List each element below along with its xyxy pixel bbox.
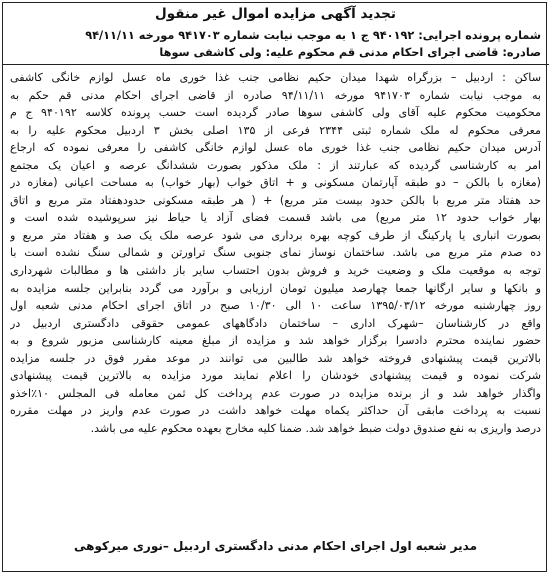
- notice-meta: [10, 27, 541, 61]
- body-line: آدرس میدان حکیم نظامی جنب غذا خوری ماه عسل لوازم خانگی کاشفی را معرفی نموده که ارجاع: [10, 141, 541, 155]
- body-line: بالاترین قیمت پیشنهادی فروخته خواهد شد طالبین می توانند در موعد مقرر فوق در جلسه مزایده: [10, 351, 541, 365]
- body-line: نسبت به پرداخت مابقی آن حداکثر یکماه مهلت خواهد داشت در صورت عدم واریز در مهلت مقرره: [10, 404, 541, 418]
- body-line: معرفی محکوم له ملک شماره ثبتی ۲۳۴۴ فرعی از ۱۳۵ اصلی بخش ۳ اردبیل محکوم علیه را به: [10, 123, 541, 137]
- body-line: واگذار خواهد شد و از برنده مزایده در صورت عدم پرداخت کل ثمن معامله فی المجلس ۱۰٪اخذو: [10, 386, 541, 400]
- header-divider: [2, 64, 549, 65]
- issuer-line: صادره: قاضی اجرای احکام مدنی قم محکوم علیه: ولی کاشفی سوها: [159, 46, 541, 59]
- body-line: به موجب نیابت شماره ۹۴۱۷۰۳ مورخه ۹۴/۱۱/۱۱ صادره از قاضی اجرای احکام مدنی قم حکم به: [10, 88, 541, 102]
- body-line: حضور نماینده محترم دادسرا برگزار خواهد شد و مزایده از مبلغ معینه کارشناسی مزبور شروع و به: [10, 334, 541, 348]
- signature-line: مدیر شعبه اول اجرای احکام مدنی دادگستری اردبیل –نوری میرکوهی: [73, 539, 478, 553]
- body-line: محکومیت محکوم علیه آقای ولی کاشفی سوها صادر گردیده است حسب پرونده کلاسه ۹۴۰۱۹۲ ج م: [10, 106, 541, 120]
- body-line: امر به کارشناسی گردیده که عبارتند از : ملک مذکور بصورت ششدانگ عرصه و اعیان یک مجتمع: [10, 158, 541, 172]
- notice-body: [10, 69, 541, 437]
- body-line: واقع در کارشناسان –شهرک اداری – ساختمان دادگاههای عمومی حقوقی دادگستری اردبیل در: [10, 316, 541, 330]
- body-line: بصورت انباری یا پارکینگ از طرف کوچه بهره برداری می شود عرصه ملک یک صد و هفتاد متر مربع و: [10, 228, 541, 242]
- body-line: (مغازه با بالکن – دو طبقه آپارتمان مسکونی و + اتاق خواب (بهار خواب) به مساحت اعیانی (مغازه در: [10, 176, 541, 190]
- body-line: و بانکها و سایر ارگانها جمعا چهارصد میلیون تومان ارزیابی و برآورد می گردد بنابراین جلسه مزایده به: [10, 281, 541, 295]
- body-line: توجه به موقعیت ملک و وضعیت خرید و فروش بدون احتساب سایر باز داشتی ها و مطالبات شهرداری: [10, 264, 541, 278]
- body-line: شرکت نموده و قیمت پیشنهادی خودشان را اعلام نمایند مورد مزایده به بالاترین قیمت پیشنهادی: [10, 369, 541, 383]
- body-line: درصد واریزی به نفع صندوق دولت ضبط خواهد شد. ضمنا کلیه مخارج بعهده محکوم علیه می باشد.: [90, 421, 541, 435]
- body-line: روز چهارشنبه مورخه ۱۳۹۵/۰۳/۱۲ ساعت ۱۰ الی ۱۰/۳۰ صبح در اتاق اجرای احکام مدنی شعبه اول: [10, 299, 541, 313]
- notice-title: تجدید آگهی مزایده اموال غیر منقول: [155, 6, 396, 22]
- body-line: ده صدم متر مربع می باشد. ساختمان نوساز نمای جنوبی سنگ تراورتن و شمالی سنگ نشده است با: [10, 246, 541, 260]
- notice-document: [10, 4, 541, 437]
- case-number-line: شماره پرونده اجرایی: ۹۴۰۱۹۲ ج ۱ به موجب نیابت شماره ۹۴۱۷۰۳ مورخه ۹۴/۱۱/۱۱: [85, 29, 541, 42]
- body-line: حد هفتاد متر مربع با بالکن حدود بیست متر مربع) + ( هر طبقه مسکونی حدودهفتاد متر مربع و اتاق: [10, 193, 541, 207]
- body-line: ساکن : اردبیل – بزرگراه شهدا میدان حکیم نظامی جنب غذا خوری ماه عسل لوازم خانگی کاشفی: [10, 71, 541, 84]
- body-line: بهار خواب حدود ۱۲ متر مربع) می باشد قسمت فضای آزاد یا حیاط نیز سرپوشیده شده است و: [10, 211, 541, 225]
